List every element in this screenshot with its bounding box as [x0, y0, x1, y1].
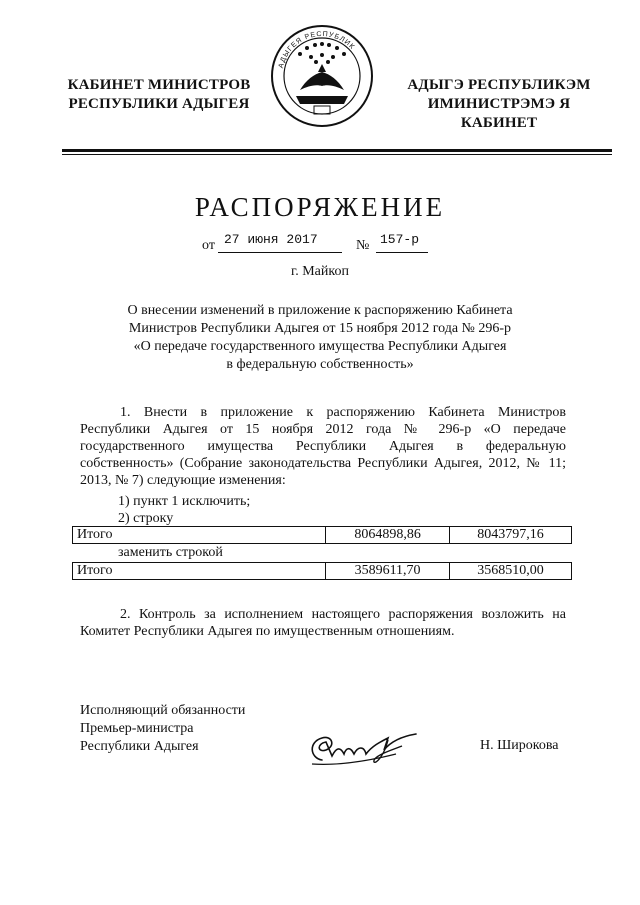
header-rule-thick	[62, 149, 612, 152]
subject-line: О внесении изменений в приложение к распоряжению Кабинета	[127, 303, 513, 318]
subject-line: Министров Республики Адыгея от 15 ноября 2012 года № 296-р	[128, 321, 512, 336]
number-underline	[376, 252, 428, 253]
signatory-name: Н. Широкова	[480, 738, 559, 753]
header-rule-thin	[62, 154, 612, 155]
header-left	[64, 76, 254, 114]
coat-of-arms-icon	[270, 24, 374, 128]
subject-line: в федеральную собственность»	[226, 357, 414, 372]
table-row-new	[72, 562, 572, 580]
number-value: 157-р	[380, 232, 420, 247]
signature-line3: Республики Адыгея	[80, 739, 199, 754]
header-right-line1: АДЫГЭ РЕСПУБЛИКЭМ	[407, 77, 591, 93]
row-old-value2: 8043797,16	[450, 527, 572, 544]
list-item-2: 2) строку	[118, 511, 174, 526]
row-new-value1: 3589611,70	[326, 563, 450, 580]
date-underline	[218, 252, 342, 253]
row-new-value2: 3568510,00	[450, 563, 572, 580]
signature-line1: Исполняющий обязанности	[80, 703, 246, 718]
date-value: 27 июня 2017	[224, 232, 318, 247]
list-item-1: 1) пункт 1 исключить;	[118, 494, 251, 509]
handwritten-signature	[292, 720, 432, 776]
header-right-line2: ИМИНИСТРЭМЭ Я КАБИНЕТ	[427, 96, 571, 131]
replace-text: заменить строкой	[118, 545, 223, 560]
subject-line: «О передаче государственного имущества Республики Адыгея	[133, 339, 507, 354]
paragraph-1: 1. Внести в приложение к распоряжению Кабинета Министров Республики Адыгея от 15 ноября 2012 года № 296-р «О передаче государственного имущества Республики Адыгея в федеральную собственность» (Собрание законодательства Республики Адыгея, 2012, № 11; 2013, № 7) следующие изменения:	[80, 405, 566, 488]
document-title: РАСПОРЯЖЕНИЕ	[194, 192, 446, 222]
table-row-old	[72, 526, 572, 544]
row-old-value1: 8064898,86	[326, 527, 450, 544]
date-prefix: от	[202, 238, 215, 253]
row-old-label: Итого	[73, 527, 326, 544]
header-right	[388, 76, 610, 133]
paragraph-2: 2. Контроль за исполнением настоящего распоряжения возложить на Комитет Республики Адыгея по имущественным отношениям.	[80, 607, 566, 639]
row-new-label: Итого	[73, 563, 326, 580]
header-left-line1: КАБИНЕТ МИНИСТРОВ	[67, 77, 251, 93]
city: г. Майкоп	[291, 264, 349, 279]
signature-position	[80, 702, 245, 756]
header-left-line2: РЕСПУБЛИКИ АДЫГЕЯ	[68, 96, 250, 112]
document-subject	[80, 302, 560, 374]
signature-line2: Премьер-министра	[80, 721, 194, 736]
emblem-ring-text: АДЫГЕЯ РЕСПУБЛИК	[277, 30, 356, 70]
number-prefix: №	[356, 238, 370, 253]
